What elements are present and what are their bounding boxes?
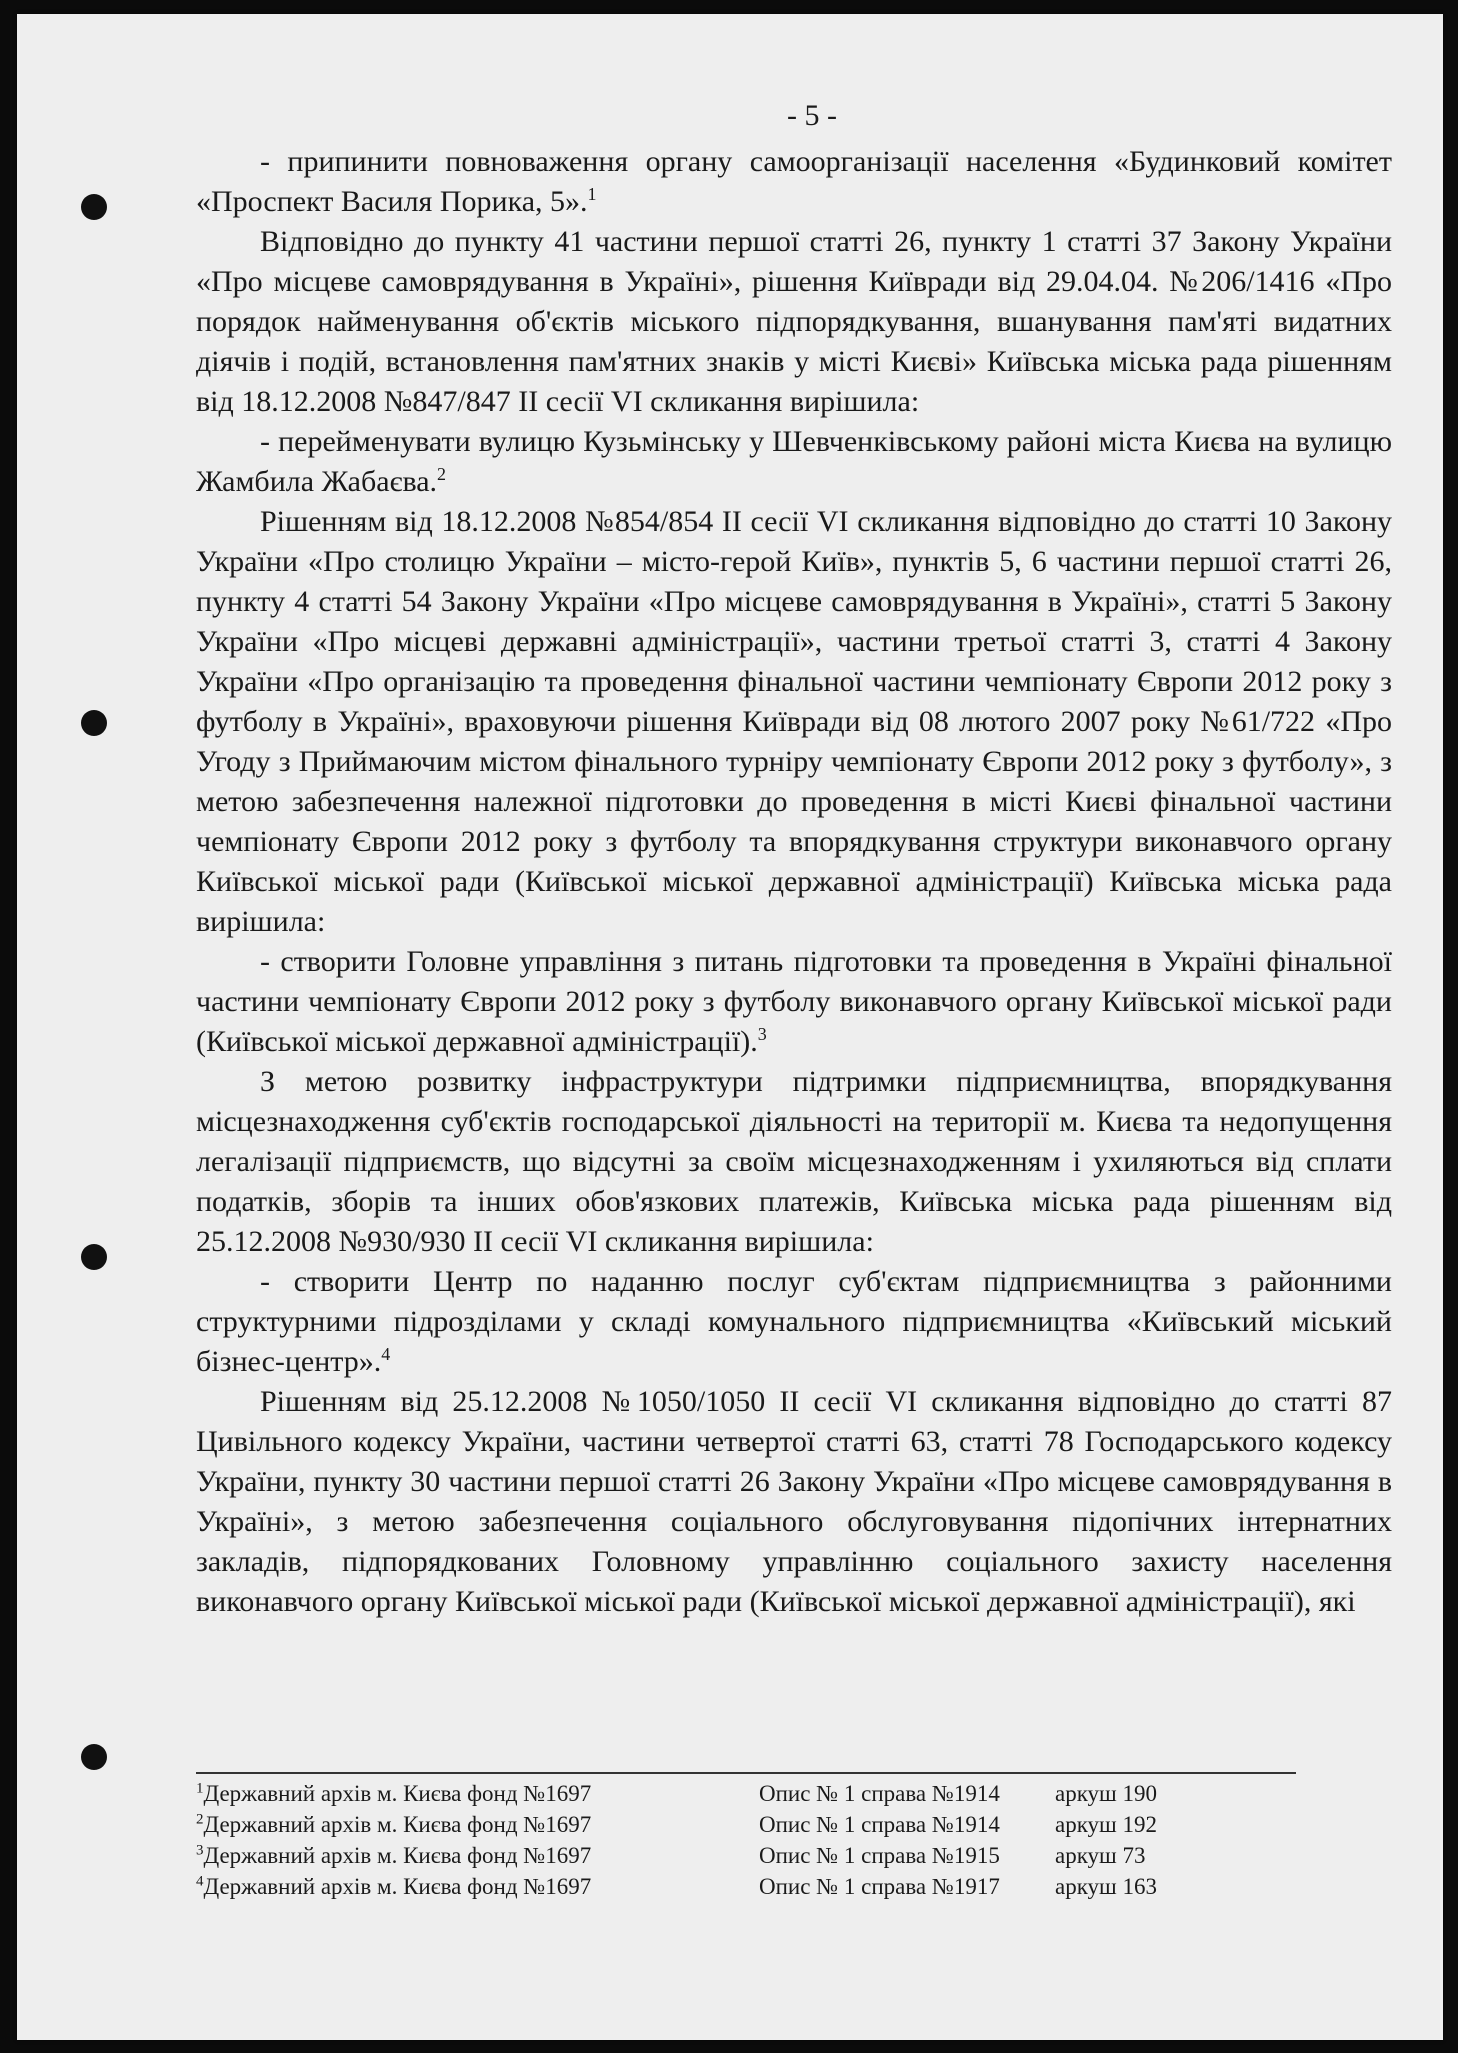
footnote-sheet: аркуш 190: [1055, 1781, 1158, 1806]
footnote-sheet: аркуш 163: [1055, 1874, 1158, 1899]
paragraph: - створити Головне управління з питань підготовки та проведення в Україні фінальної частини чемпіонату Європи 2012 року з футболу виконавчого органу Київської міської ради (Київської міської державної адміністрації).$^3$: [196, 945, 1392, 1058]
paragraph: Рішенням від 25.12.2008 №1050/1050 II сесії VI скликання відповідно до статті 87 Цивільного кодексу України, частини четвертої статті 63, статті 78 Господарського кодексу України, пункту 30 частини першої статті 26 Закону України «Про місцеве самоврядування в Україні», з метою забезпечення соціального обслуговування підопічних інтернатних закладів, підпорядкованих Головному управлінню соціального захисту населення виконавчого органу Київської міської ради (Київської міської державної адміністрації), які: [196, 1385, 1392, 1618]
footnote: $^2$Державний архів м. Києва фонд №1697 Опис № 1 справа №1914 аркуш 192: [196, 1809, 1296, 1840]
footnote-ref: 4: [381, 1344, 391, 1364]
footnote-ref: 3: [757, 1024, 767, 1044]
page-number: - 5 -: [787, 99, 837, 132]
footnote: $^4$Державний архів м. Києва фонд №1697 Опис № 1 справа №1917 аркуш 163: [196, 1871, 1296, 1902]
footnote-archive: Державний архів м. Києва фонд №1697: [203, 1812, 592, 1837]
footnote-inventory: Опис № 1 справа №1914: [759, 1812, 1000, 1837]
footnote: $^1$Державний архів м. Києва фонд №1697 Опис № 1 справа №1914 аркуш 190: [196, 1778, 1296, 1809]
footnote-archive: Державний архів м. Києва фонд №1697: [203, 1843, 592, 1868]
punch-hole: [81, 194, 107, 220]
paragraph: Рішенням від 18.12.2008 №854/854 II сесії VI скликання відповідно до статті 10 Закону України «Про столицю України – місто-герой Київ», пунктів 5, 6 частини першої статті 26, пункту 4 статті 54 Закону України «Про місцеве самоврядування в Україні», статті 5 Закону України «Про місцеві державні адміністрації», частини третьої статті 3, статті 4 Закону України «Про організацію та проведення фінальної частини чемпіонату Європи 2012 року з футболу в Україні», враховуючи рішення Київради від 08 лютого 2007 року №61/722 «Про Угоду з Приймаючим містом фінального турніру чемпіонату Європи 2012 року з футболу», з метою забезпечення належної підготовки до проведення в місті Києві фінальної частини чемпіонату Європи 2012 року з футболу та впорядкування структури виконавчого органу Київської міської ради (Київської міської державної адміністрації) Київська міська рада вирішила:: [196, 505, 1392, 938]
footnote-sheet: аркуш 73: [1055, 1843, 1146, 1868]
footnote-inventory: Опис № 1 справа №1914: [759, 1781, 1000, 1806]
footnote: $^3$Державний архів м. Києва фонд №1697 Опис № 1 справа №1915 аркуш 73: [196, 1840, 1296, 1871]
paragraph: - припинити повноваження органу самоорганізації населення «Будинковий комітет «Проспект Василя Порика, 5».$^1$: [196, 145, 1392, 218]
footnote-inventory: Опис № 1 справа №1917: [759, 1874, 1000, 1899]
footnote-sheet: аркуш 192: [1055, 1812, 1158, 1837]
paragraph: Відповідно до пункту 41 частини першої статті 26, пункту 1 статті 37 Закону України «Про місцеве самоврядування в Україні», рішення Київради від 29.04.04. №206/1416 «Про порядок найменування об'єктів міського підпорядкування, вшанування пам'яті видатних діячів і подій, встановлення пам'ятних знаків у місті Києві» Київська міська рада рішенням від 18.12.2008 №847/847 II сесії VI скликання вирішила:: [196, 225, 1392, 418]
footnotes: [196, 1772, 1296, 1902]
page-body: [196, 96, 1392, 1622]
punch-hole: [81, 1744, 107, 1770]
punch-hole: [81, 1244, 107, 1270]
paragraph: - перейменувати вулицю Кузьмінську у Шевченківському районі міста Києва на вулицю Жамбила Жабаєва.$^2$: [196, 425, 1392, 498]
paragraph: - створити Центр по наданню послуг суб'єктам підприємництва з районними структурними підрозділами у складі комунального підприємництва «Київський міський бізнес-центр».$^4$: [196, 1265, 1392, 1378]
footnote-archive: Державний архів м. Києва фонд №1697: [203, 1781, 592, 1806]
footnote-archive: Державний архів м. Києва фонд №1697: [203, 1874, 592, 1899]
footnote-ref: 2: [437, 464, 447, 484]
footnote-inventory: Опис № 1 справа №1915: [759, 1843, 1000, 1868]
footnote-ref: 1: [587, 184, 597, 204]
paragraph: З метою розвитку інфраструктури підтримки підприємництва, впорядкування місцезнаходження суб'єктів господарської діяльності на території м. Києва та недопущення легалізації підприємств, що відсутні за своїм місцезнаходженням і ухиляються від сплати податків, зборів та інших обов'язкових платежів, Київська міська рада рішенням від 25.12.2008 №930/930 II сесії VI скликання вирішила:: [196, 1065, 1392, 1258]
punch-hole: [81, 710, 107, 736]
